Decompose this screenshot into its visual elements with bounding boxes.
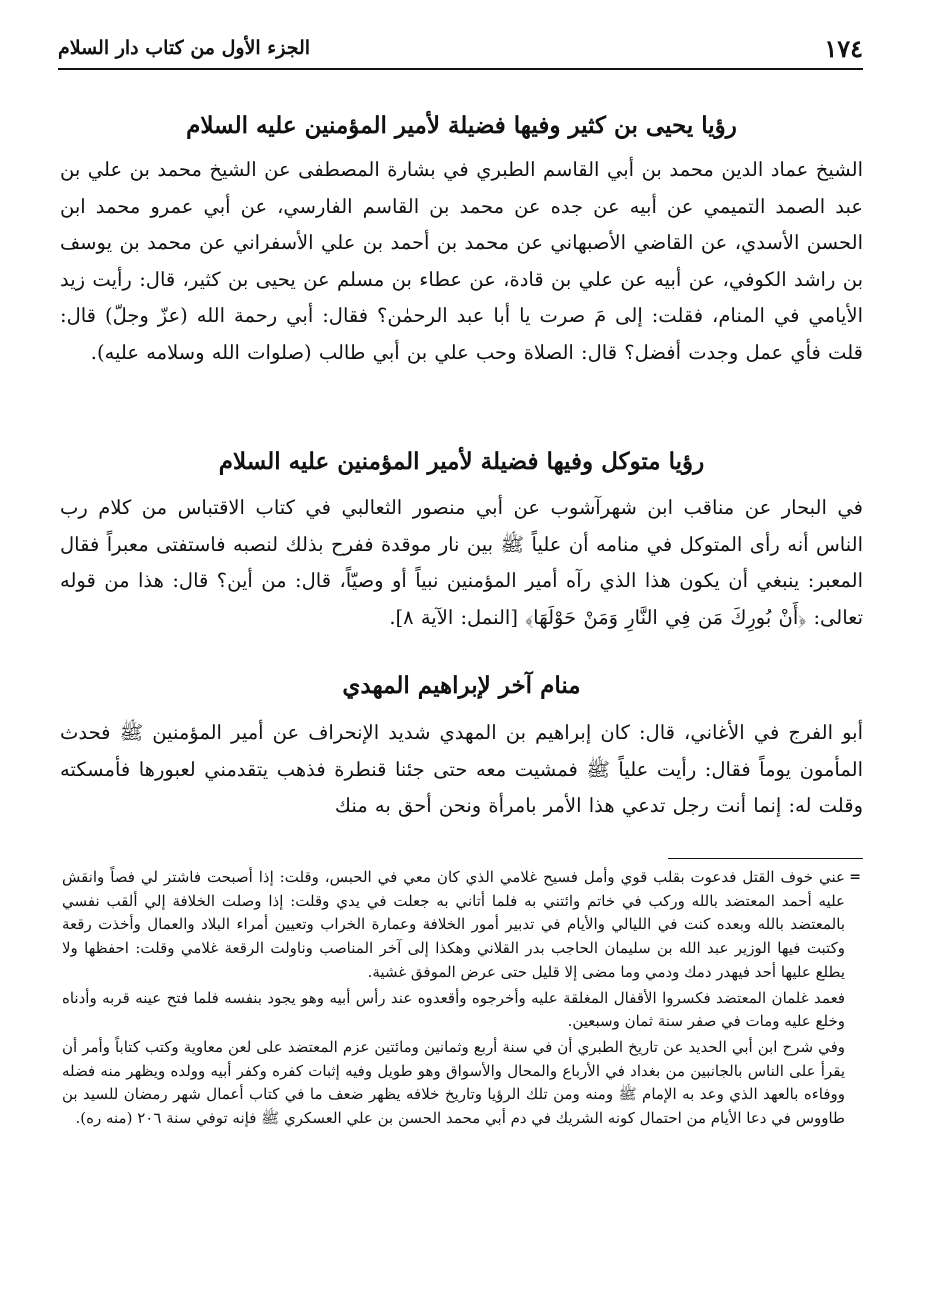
section-heading-mutawakkil: رؤيا متوكل وفيها فضيلة لأمير المؤمنين عليه السلام bbox=[218, 448, 705, 475]
section-body-yahya: الشيخ عماد الدين محمد بن أبي القاسم الطبري في بشارة المصطفى عن الشيخ محمد بن علي بن عبد الصمد التميمي عن أبيه عن جده عن محمد بن القاسم الفارسي، عن أبي عمرو محمد ابن الحسن الأسدي، عن القاضي الأصبهاني عن محمد بن أحمد بن علي الأسفراني عن محمد بن يوسف بن راشد الكوفي، عن أبيه عن علي بن قادة، عن عطاء بن مسلم عن يحيى بن كثير، قال: رأيت زيد الأيامي في المنام، فقلت: إلى مَ صرت يا أبا عبد الرحمٰن؟ فقال: أبي رحمة الله (عزّ وجلّ) قال: قلت فأي عمل وجدت أفضل؟ قال: الصلاة وحب علي بن أبي طالب (صلوات الله وسلامه عليه). bbox=[60, 158, 863, 364]
footnote-continuation-marker: = bbox=[849, 869, 861, 885]
section-heading-yahya: رؤيا يحيى بن كثير وفيها فضيلة لأمير المؤمنين عليه السلام bbox=[186, 112, 737, 139]
section-body-mutawakkil: في البحار عن مناقب ابن شهرآشوب عن أبي منصور الثعالبي في كتاب الاقتباس من كلام رب الناس أنه رأى المتوكل في منامه أن علياً ﷺ بين نار موقدة ففرح بذلك لنصبه فاستفتى معبراً فقال المعبر: ينبغي أن يكون هذا الذي رآه أمير المؤمنين نبياً أو وصيّاً، قال: من أين؟ قال: هذا من قوله تعالى: ﴿أَنْ بُورِكَ مَن فِي النَّارِ وَمَنْ حَوْلَهَا﴾ [النمل: الآية ٨]. bbox=[60, 496, 863, 629]
footnote-block bbox=[62, 987, 861, 1034]
footnotes bbox=[62, 866, 861, 1131]
footnote-paragraph: عني خوف القتل فدعوت بقلب قوي وأمل فسيح غلامي الذي كان معي في الحبس، وقلت: إذا أصبحت فاشتر لي فصاً وانقش عليه أحمد المعتضد بالله وركب في خاتم وائتني به فلما أتاني به جعلت في يدي وقلت: إذا وصلت الخلافة إلي ألقب نفسي بالمعتضد بالله وبعده كنت في الليالي والأيام في تدبير أمور الخلافة وعمارة الخراب وتعيين أمراء البلاد والعمال وأخذت رقعة وكتبت فيها الوزير عبد الله بن سليمان الحاجب بدر القلاني وهكذا إلى آخر المناصب وناولت الرقعة غلامي وقلت: احفظها ولا يطلع عليها أحد فيهدر دمك ودمي وما مضى إلا قليل حتى عرض الموفق غشية. bbox=[62, 868, 845, 981]
footnote-paragraph: فعمد غلمان المعتضد فكسروا الأقفال المغلقة عليه وأخرجوه وأقعدوه عند رأس أبيه وهو يجود بنفسه فلما فتح عينه قربه وأدناه وخلع عليه ومات في صفر سنة ثمان وسبعين. bbox=[62, 988, 845, 1031]
footnote-divider bbox=[668, 858, 863, 859]
footnote-paragraph: وفي شرح ابن أبي الحديد عن تاريخ الطبري أن في سنة أربع وثمانين ومائتين عزم المعتضد على لعن معاوية وكتب كتاباً وأمر أن يقرأ على الناس بالجانبين من بغداد في الأرباع والمحال والأسواق وهو طويل وفيه إثبات كفره وكفر أبيه وولده ويظهر منه فضله ووفاءه بالعهد الذي وعد به الإمام ﷺ ومنه ومن تلك الرؤيا وتاريخ خلافه يظهر ضعف ما في كتاب أعمال شهر رمضان للسيد بن طاووس في دعا الأيام من احتمال كونه الشريك في دم أبي محمد الحسن بن علي العسكري ﷺ فإنه توفي سنة ٢٠٦ (منه ره). bbox=[62, 1037, 845, 1128]
running-header bbox=[58, 28, 863, 70]
page-number: ١٧٤ bbox=[824, 33, 863, 63]
section-body-ibrahim: أبو الفرج في الأغاني، قال: كان إبراهيم بن المهدي شديد الإنحراف عن أمير المؤمنين ﷺ فحدث المأمون يوماً فقال: رأيت علياً ﷺ فمشيت معه حتى جئنا قنطرة فذهب يتقدمني لعبورها فأمسكته وقلت له: إنما أنت رجل تدعي هذا الأمر بامرأة ونحن أحق به منك bbox=[60, 721, 863, 817]
section-heading-ibrahim: منام آخر لإبراهيم المهدي bbox=[342, 672, 581, 699]
footnote-block bbox=[62, 866, 861, 985]
running-title: الجزء الأول من كتاب دار السلام bbox=[58, 37, 311, 59]
footnote-block bbox=[62, 1036, 861, 1131]
